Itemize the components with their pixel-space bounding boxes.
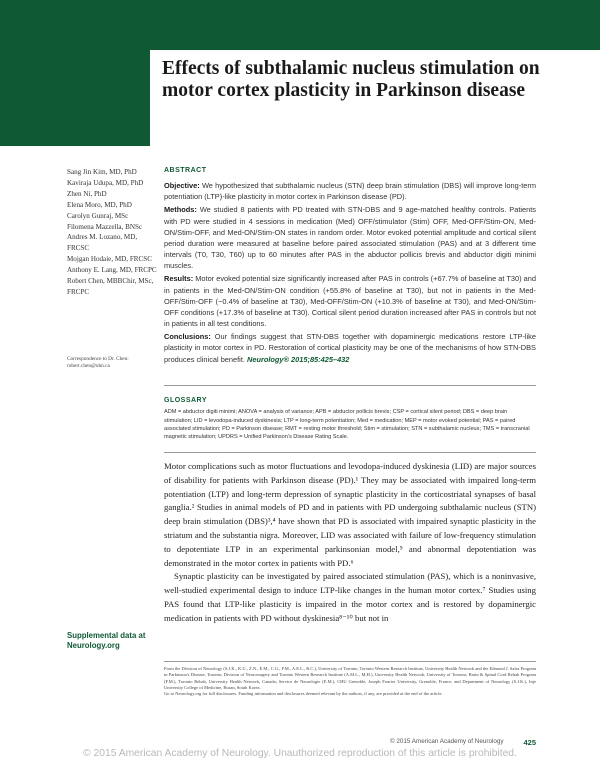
affiliations xyxy=(164,666,536,697)
citation: Neurology® 2015;85:425–432 xyxy=(247,354,350,364)
author-name: Carolyn Gunraj, MSc xyxy=(67,211,129,220)
page-footer xyxy=(390,738,536,745)
author-name: Kaviraja Udupa, MD, PhD xyxy=(67,178,144,187)
glossary-heading: GLOSSARY xyxy=(164,397,208,404)
body-text xyxy=(164,460,536,626)
methods-label: Methods: xyxy=(164,205,197,215)
correspondence-email[interactable]: robert.chen@uhn.ca xyxy=(67,363,110,369)
glossary-text: ADM = abductor digiti minimi; ANOVA = analysis of variance; APB = abductor pollicis brevis; CSP = cortical silent period; DBS = deep brain stimulation; LID = levodopa-induced dyskinesia; LTP = long-term potentiation; Med = medication; MEP = motor evoked potential; PAS = paired associated stimulation; PD = Parkinson disease; RMT = resting motor threshold; Stim = stimulation; STN = subthalamic nucleus; TMS = transcranial magnetic stimulation; UPDRS = Unified Parkinson's Disease Rating Scale. xyxy=(164,409,530,441)
supplemental-link[interactable]: Supplemental data at Neurology.org xyxy=(67,631,146,650)
author-name: Robert Chen, MBBChir, MSc, FRCPC xyxy=(67,277,154,296)
disclosure-text: Go to Neurology.org for full disclosures. Funding information and disclosures deemed relevant by the authors, if any, are provided at the end of the article. xyxy=(164,691,443,697)
author-name: Sang Jin Kim, MD, PhD xyxy=(67,168,137,176)
author-name: Andres M. Lozano, MD, FRCSC xyxy=(67,233,138,253)
abstract-objective xyxy=(164,180,536,202)
objective-label: Objective: xyxy=(164,181,200,191)
results-label: Results: xyxy=(164,274,194,284)
copyright-watermark: © 2015 American Academy of Neurology. Unauthorized reproduction of this article is prohibited. xyxy=(83,748,517,759)
author-name: Anthony E. Lang, MD, FRCPC xyxy=(67,266,157,275)
methods-text: We studied 8 patients with PD treated with STN-DBS and 9 age-matched healthy controls. Patients with PD were studied in 4 sessions in medication (Med) OFF/stimulator (Stim) OFF, Med-OFF/Stim-ON, Med-ON/Stim-OFF, and Med-ON/Stim-ON states in random order. Motor evoked potential amplitude and cortical silent period duration were measured at baseline before paired associated stimulation (PAS) and at 3 different time intervals (T0, T30, T60) up to 60 minutes after PAS in the abductor pollicis brevis and abductor digiti minimi muscles. xyxy=(164,205,537,271)
abstract xyxy=(164,165,536,367)
body-paragraph: Motor complications such as motor fluctuations and levodopa-induced dyskinesia (LID) are major sources of disability for patients with Parkinson disease (PD).¹ They may be associated with impaired long-term potentiation (LTP) and long-term depression of synaptic plasticity in the corticostriatal synapses of basal ganglia.² Studies in animal models of PD and in patients with PD undergoing subthalamic nucleus (STN) deep brain stimulation (DBS)³,⁴ have shown that PD is associated with impaired synaptic plasticity in the striatum and the substantia nigra. Moreover, LID was associated with failure of low-frequency stimulation to depotentiate LTP in an experimental parkinsonian model,⁵ and abnormal depotentiation was demonstrated in the motor cortex in patients with PD.⁶ xyxy=(164,461,536,568)
author-name: Zhen Ni, PhD xyxy=(67,189,107,198)
abstract-methods xyxy=(164,204,536,271)
abstract-results xyxy=(164,273,536,329)
body-paragraph: Synaptic plasticity can be investigated by paired associated stimulation (PAS), which is a noninvasive, well-studied experimental design to induce LTP-like changes in the human motor cortex.⁷ Studies using PAS found that LTP-like plasticity is impaired in the motor cortex and is restored by dopaminergic medication in patients with PD without dyskinesia⁸⁻¹⁰ but not in xyxy=(164,571,536,623)
author-name: Filomena Mazzella, BNSc xyxy=(67,222,143,231)
objective-text: We hypothesized that subthalamic nucleus (STN) deep brain stimulation (DBS) will improve long-term potentiation (LTP)-like plasticity in motor cortex in Parkinson disease (PD). xyxy=(164,181,536,202)
footer-copyright: © 2015 American Academy of Neurology xyxy=(390,738,504,745)
affiliations-text: From the Division of Neurology (S.J.K., K.U., Z.N., E.M., C.G., F.M., A.E.L., R.C.), University of Toronto, Toronto Western Research Institute, University Health Network and the Edmond J. Safra Program in Parkinson's Disease, Toronto; Division of Neurosurgery and Toronto Western Research Institute (A.M.L., M.H.), University Health Network, University of Toronto; Brain & Spinal Cord Rehab Program (F.M.), Toronto Rehab, University Health Network, Canada; Service de Neurologie (E.M.), CHU Grenoble, Joseph Fourier University, Grenoble, France; and Department of Neurology (S.J.K.), Inje University College of Medicine, Busan, South Korea. xyxy=(164,666,536,690)
conclusions-label: Conclusions: xyxy=(164,332,211,342)
author-list xyxy=(67,167,157,298)
correspondence-label: Correspondence to Dr. Chen: xyxy=(67,356,129,362)
correspondence xyxy=(67,356,157,370)
divider xyxy=(164,385,536,386)
title-box xyxy=(150,50,600,146)
abstract-conclusions xyxy=(164,331,536,364)
article-title: Effects of subthalamic nucleus stimulation on motor cortex plasticity in Parkinson disease xyxy=(162,58,540,101)
author-name: Mojgan Hodaie, MD, FRCSC xyxy=(67,255,152,264)
glossary xyxy=(164,397,536,441)
page-number: 425 xyxy=(523,738,536,747)
author-name: Elena Moro, MD, PhD xyxy=(67,200,132,209)
conclusions-text: Our findings suggest that STN-DBS together with dopaminergic medications restore LTP-like plasticity in motor cortex in PD. Restoration of cortical plasticity may be one of the mechanisms of how STN-DBS produces clinical benefit. xyxy=(164,332,536,364)
results-text: Motor evoked potential size significantly increased after PAS in controls (+67.7% of baseline at T30) and in patients in the Med-ON/Stim-ON condition (+55.8% of baseline at T30), but not in patients in the Med-OFF/Stim-OFF (−0.4% of baseline at T30), Med-OFF/Stim-ON (+10.3% of baseline at T30), and Med-ON/Stim-OFF conditions (+17.3% of baseline at T30). Cortical silent period duration increased after PAS in controls but not in patients in all test conditions. xyxy=(164,274,536,329)
divider xyxy=(164,452,536,453)
divider xyxy=(164,661,536,662)
abstract-heading: ABSTRACT xyxy=(164,167,207,174)
